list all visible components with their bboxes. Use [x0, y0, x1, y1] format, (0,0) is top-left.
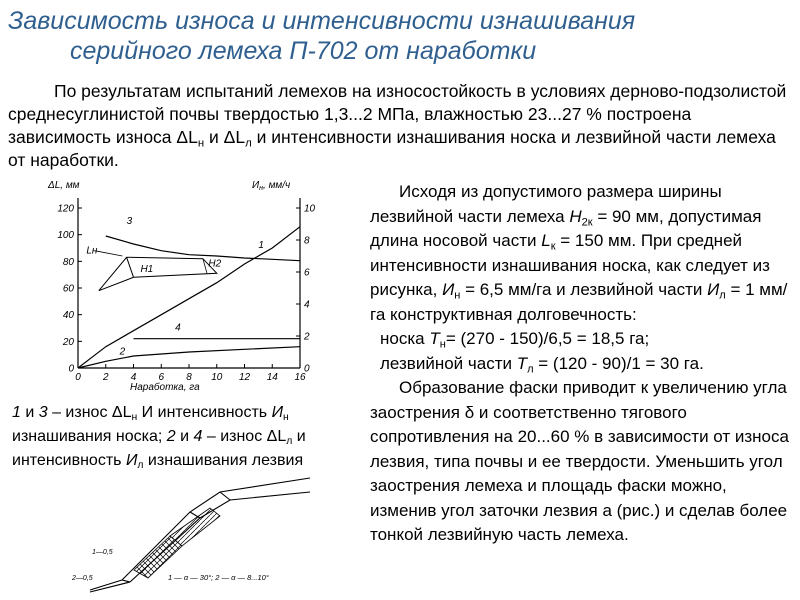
right-formula-blade: [370, 352, 795, 377]
x-tick-label: 8: [186, 372, 192, 383]
right-paragraph-2: [370, 376, 795, 548]
r-p3a: лезвийной части: [380, 353, 517, 373]
r-p1c: = 150 мм. При средней интенсивности изнашивания носка, как следует из рисунка,: [370, 231, 770, 299]
r-h: H: [569, 206, 582, 226]
cap-t1: – износ: [47, 404, 112, 421]
y-left-tick-label: 100: [57, 230, 74, 242]
cap-t6: изнашивания лезвия: [143, 452, 304, 469]
x-tick-label: 4: [130, 372, 137, 383]
y-right-tick-label: 2: [304, 331, 310, 343]
x-tick-label: 2: [102, 372, 109, 383]
intro-delta-l: ΔL: [176, 127, 198, 147]
cap-n4: 4: [193, 428, 203, 445]
y-right-tick-label: 6: [304, 267, 310, 279]
r-t-sub-l: л: [527, 362, 534, 375]
r-p2b: = (270 - 150)/6,5 = 18,5 га;: [445, 329, 650, 348]
r-p3b: = (120 - 90)/1 = 30 га.: [533, 353, 704, 373]
y-left-tick-label: 80: [62, 256, 74, 268]
r-in: И: [442, 280, 455, 299]
intro-sub-n: н: [197, 137, 205, 150]
chamfer-crosshatch: [134, 536, 182, 578]
x-tick-label: 14: [266, 372, 278, 383]
y-right-tick-label: 4: [304, 299, 310, 311]
cap-n3: 3: [38, 404, 48, 421]
r-p1d: = 6,5 мм/га и лезвийной части: [460, 280, 708, 299]
cap-i-1: И: [271, 404, 284, 421]
intro-delta-l-2: ΔL: [223, 127, 246, 147]
series-line-1: [78, 227, 300, 368]
intro-sub-l: л: [245, 137, 252, 150]
r-t1: T: [429, 329, 440, 348]
y-right-tick-label: 8: [304, 235, 310, 247]
cap-i-2: И: [125, 452, 138, 469]
fig-label-top: 1—0,5: [92, 549, 113, 556]
r-p1e: = 1 мм/га конструктивная долговечность:: [370, 280, 788, 324]
cap-n1: 1: [12, 404, 21, 421]
cap-sub-n: н: [131, 412, 138, 424]
r-p1b: = 90 мм, допустимая длина носовой части: [370, 206, 762, 250]
y-left-tick-label: 40: [62, 310, 74, 322]
fig-label-bottom: 2—0,5: [72, 575, 93, 582]
y-right-axis-label: $И_н$, мм/ч: [252, 180, 291, 192]
x-tick-label: 0: [75, 372, 81, 383]
share-edge-figure: [70, 470, 315, 595]
x-tick-label: 12: [238, 372, 251, 383]
intro-text-1: По результатам испытаний лемехов на износостойкость в условиях дерново-подзолистой среднесуглинистой почвы твердостью 1,3...2 МПа, влажностью 23...27 % построена зависимость износа: [8, 81, 787, 147]
series-label-1: 1: [258, 240, 264, 251]
r-t-sub-n: н: [439, 338, 446, 351]
y-left-tick-label: 0: [68, 363, 74, 375]
y-left-axis-label: ΔL, мм: [48, 180, 80, 191]
right-paragraph-1: [370, 180, 795, 327]
right-column: [370, 180, 795, 548]
chart-annotations: [86, 245, 221, 290]
r-il-sub: л: [719, 289, 726, 302]
x-axis-label: Наработка, га: [130, 382, 200, 393]
r-l-sub: к: [550, 240, 556, 253]
fig-legend: 1 — α — 30°; 2 — α — 8...10°: [168, 573, 269, 582]
r-l: L: [541, 231, 551, 250]
r-t2: T: [516, 353, 528, 373]
chart-series: [78, 216, 300, 368]
annotation-h2: H2: [208, 258, 222, 270]
intro-paragraph: [8, 80, 792, 172]
series-label-3: 3: [126, 216, 133, 227]
cap-sub-l2: л: [137, 460, 144, 472]
share-sketch: [99, 257, 217, 290]
r-p4a: Образование фаски приводит к увеличению угла заострения: [370, 378, 787, 422]
cap-and-2: и: [175, 428, 194, 445]
right-formula-nose: [370, 327, 795, 352]
title-line-2: серийного лемеха П-702 от наработки: [70, 37, 537, 65]
r-p2a: носка: [380, 329, 430, 348]
intro-text-2: и интенсивности изнашивания носка и лезвийной части лемеха от наработки.: [8, 127, 776, 170]
annotation-ln: Lн: [86, 245, 98, 257]
r-p1a: Исходя из допустимого размера ширины лезвийной части лемеха: [370, 182, 722, 226]
chart-ticks: [57, 204, 315, 384]
cap-and-1: и: [20, 404, 39, 421]
x-tick-label: 10: [211, 372, 223, 383]
y-right-tick-label: 10: [304, 203, 316, 215]
y-right-tick-label: 0: [304, 363, 310, 375]
annotation-h1: H1: [140, 264, 154, 275]
cap-sub-l: л: [286, 436, 293, 448]
r-h-sub: 2к: [581, 215, 593, 228]
share-sketch-edge: [127, 257, 134, 277]
cap-t4: – износ: [202, 428, 267, 445]
y-left-tick-label: 60: [62, 283, 74, 295]
r-in-sub: н: [454, 289, 461, 302]
y-left-tick-label: 20: [62, 336, 74, 348]
chart-caption: [12, 401, 342, 473]
cap-dl-2: ΔL: [266, 428, 287, 445]
intro-and: и: [204, 127, 224, 147]
cap-sub-n2: н: [283, 412, 289, 424]
cap-n2: 2: [166, 428, 176, 445]
slide-title: [8, 6, 798, 66]
ln-leader: [95, 251, 123, 256]
cap-dl-1: ΔL: [111, 404, 132, 421]
title-line-1: Зависимость износа и интенсивности изнашивания: [8, 7, 636, 35]
r-p4b: и соответственно тягового сопротивления на 20...60 % в зависимости от износа лезвия, типа почвы и ее твердости. Уменьшить угол заострения лемеха и площадь фаски можно, изменив угол заточки лезвия а (рис.) и сделав более тонкой лезвийную часть лемеха.: [370, 402, 789, 544]
cap-t2: И интенсивность: [137, 404, 272, 421]
chamfer-hatch: [170, 508, 220, 546]
series-label-4: 4: [175, 322, 181, 334]
x-tick-label: 16: [294, 372, 306, 383]
r-il: И: [707, 280, 720, 299]
r-delta: δ: [464, 402, 475, 422]
wear-chart: [40, 176, 330, 396]
series-label-2: 2: [119, 346, 126, 358]
cap-t3: изнашивания носка;: [12, 428, 167, 445]
chart-axes: [78, 198, 300, 368]
y-left-tick-label: 120: [57, 203, 74, 215]
x-tick-label: 6: [158, 372, 165, 383]
cap-t5: и интенсивность: [12, 428, 306, 469]
